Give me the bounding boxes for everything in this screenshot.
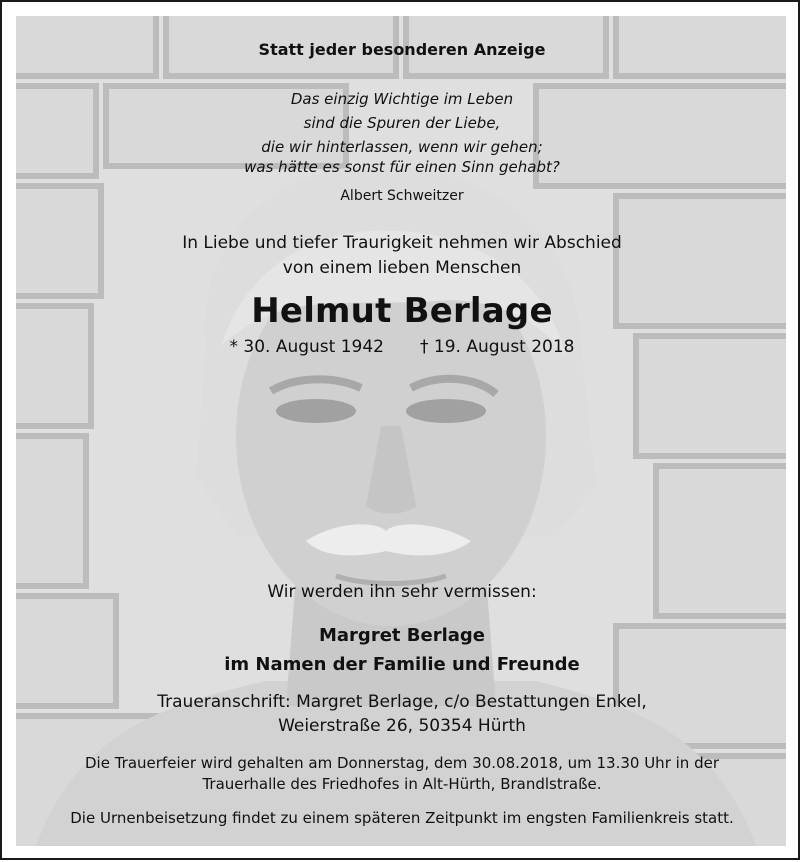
miss-line: Wir werden ihn sehr vermissen: — [267, 582, 537, 602]
intro-line: von einem lieben Menschen — [282, 258, 522, 278]
death-date: † 19. August 2018 — [420, 337, 575, 357]
birth-date: * 30. August 1942 — [229, 337, 384, 357]
mourning-address-line: Traueranschrift: Margret Berlage, c/o Bestattungen Enkel, — [157, 692, 647, 712]
quote-line: Das einzig Wichtige im Leben — [290, 90, 514, 108]
life-dates — [2, 339, 800, 356]
urn-burial-line: Die Urnenbeisetzung findet zu einem späteren Zeitpunkt im engsten Familienkreis statt. — [70, 809, 734, 827]
signature-line: Margret Berlage — [319, 625, 485, 646]
intro-line: In Liebe und tiefer Traurigkeit nehmen wir Abschied — [182, 233, 622, 253]
quote-line: sind die Spuren der Liebe, — [303, 114, 501, 132]
funeral-info-line: Die Trauerfeier wird gehalten am Donnerstag, dem 30.08.2018, um 13.30 Uhr in der — [85, 754, 719, 772]
deceased-name: Helmut Berlage — [251, 291, 553, 331]
funeral-info-line: Trauerhalle des Friedhofes in Alt-Hürth, Brandlstraße. — [202, 775, 602, 793]
quote-line: was hätte es sonst für einen Sinn gehabt? — [244, 158, 560, 176]
quote-author: Albert Schweitzer — [340, 188, 464, 204]
notice-text — [2, 2, 800, 862]
mourning-address-line: Weierstraße 26, 50354 Hürth — [278, 716, 526, 736]
signature-line: im Namen der Familie und Freunde — [224, 654, 580, 675]
notice-header: Statt jeder besonderen Anzeige — [258, 40, 546, 59]
quote-line: die wir hinterlassen, wenn wir gehen; — [261, 138, 543, 156]
